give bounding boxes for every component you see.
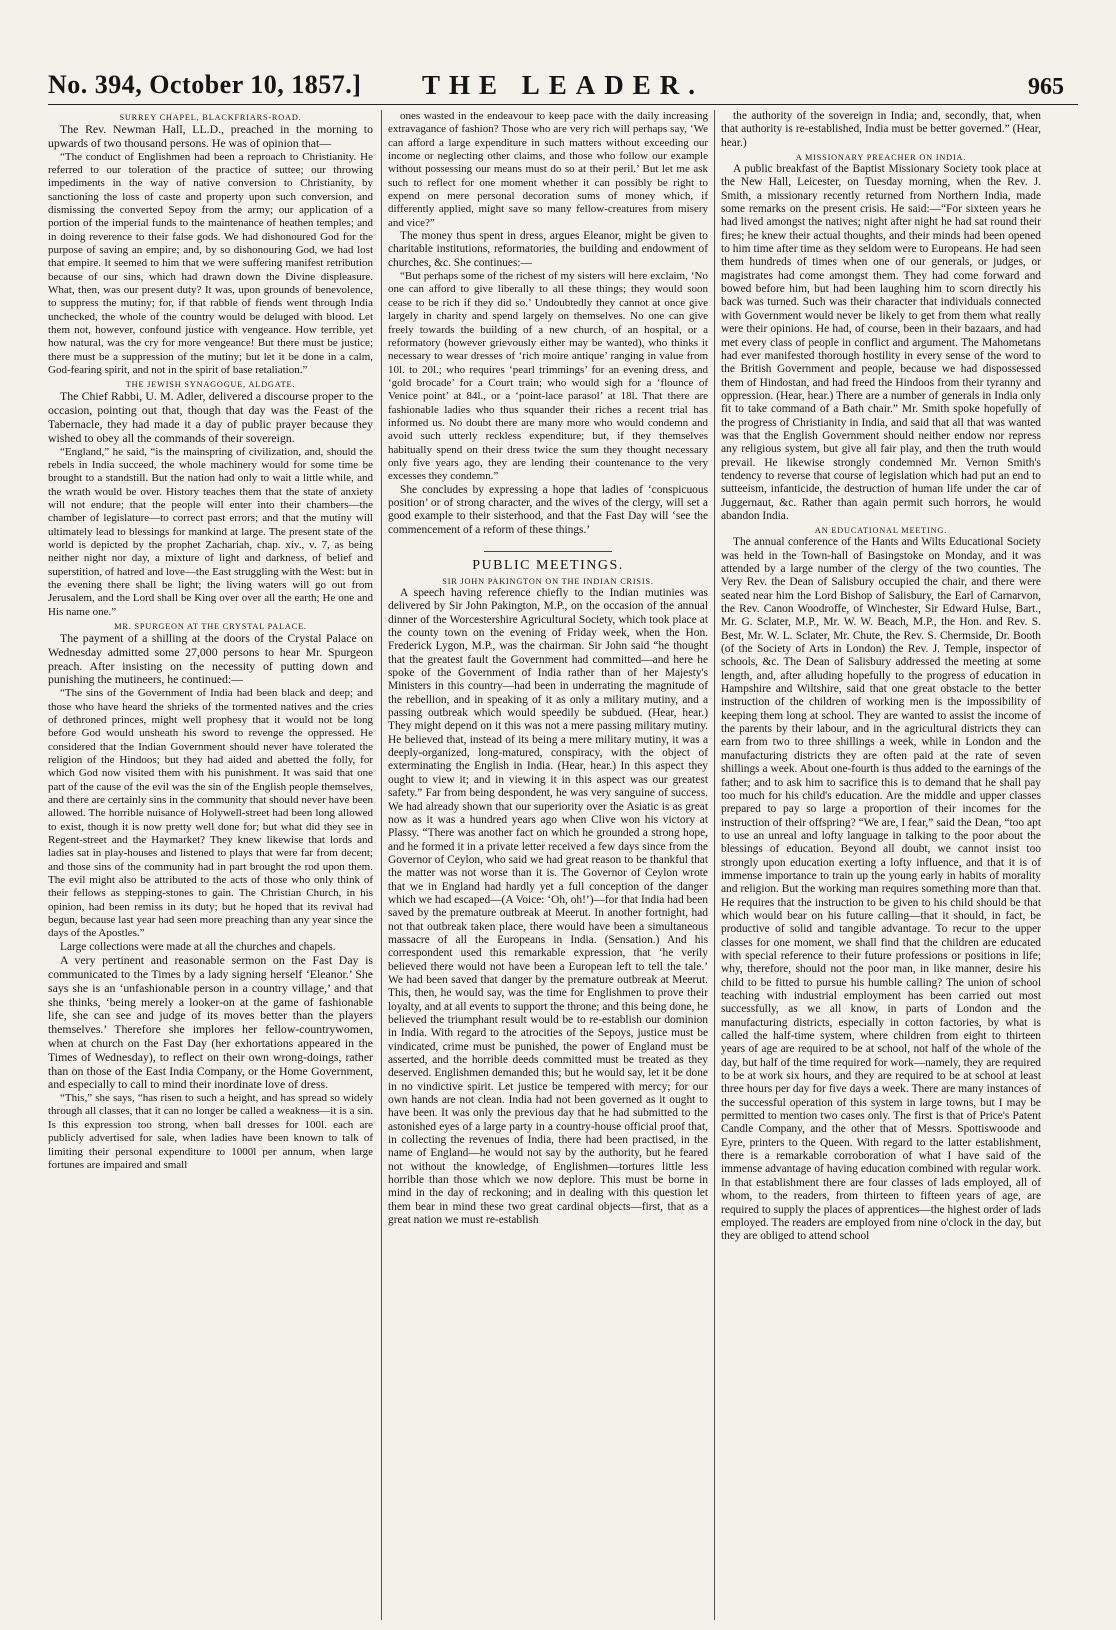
lead-paragraph: A very pertinent and reasonable sermon on the Fast Day is communicated to the Times by a lady signing herself ‘Eleanor.’ She says she is an ‘unfashionable person in a country village,’ and that she thinks, ‘being merely a looker-on at the game of fashionable life, she can see and judge of its moves better than the players themselves.’ Therefore she implores her fellow-countrywomen, when at church on the Fast Day (her exhortations appeared in the Times of Wednesday), to reflect on their own wrong-doings, rather than on those of the East India Company, or the Home Government, and especially to call to mind their inordinate love of dress. — [48, 953, 373, 1092]
body-paragraph: The annual conference of the Hants and Wilts Educational Society was held in the Town-hall of Basingstoke on Monday, and it was attended by a large number of the clergy of the two counties. The Very Rev. the Dean of Salisbury occupied the chair, and there were seated near him the Lord Bishop of Salisbury, the Earl of Carnarvon, the Rev. Canon Woodroffe, of Winchester, Sir Edward Hulse, Bart., Mr. G. Sclater, M.P., Mr. W. W. Beach, M.P., the Hon. and Rev. S. Best, Mr. W. L. Sclater, Mr. Chute, the Rev. S. Chermside, Dr. Booth (of the Society of Arts in London) the Rev. J. Temple, inspector of schools, &c. The Dean of Salisbury addressed the meeting at some length, and, after alluding hopefully to the progress of education in Hampshire and Wiltshire, said that one great obstacle to the better instruction of the children of working men is the impossibility of keeping them long at school. They are wanted to assist the income of the parents by their labour, and in the agricultural districts they can earn from two to three shillings a week, while in London and the manufacturing districts they are often paid at the rate of seven shillings a week. About one-fourth is thus added to the earnings of the father; and to ask him to sacrifice this is to demand that he shall pay too much for his child's education. Are the middle and upper classes prepared to pay so large a proportion of their incomes for the instruction of their offspring? “We are, I fear,” said the Dean, “too apt to use an unreal and lofty language in talking to the poor about the blessings of education. Beyond all doubt, we cannot insist too strongly upon education exerting a lofty influence, and that it is of immense importance to train up the young early in habits of morality and religion. But the working man requires something more than that. He requires that the instruction to be given to his child should be that which would bear on his future calling—that it should, in fact, be productive of solid and tangible advantage. To recur to the upper classes for one moment, we shall find that the children are educated with special reference to their future professions or positions in life; why, therefore, should not the poor man, in like manner, desire his child to be fitted to pursue his humble calling? The union of school teaching with industrial employment has been carried out most successfully, as we all know, in parts of London and the manufacturing districts, especially in cotton factories, by what is called the half-time system, where children from eight to thirteen years of age are required to be at school, not half of the whole of the day, but half of the time required for work—namely, they are required to be at work six hours, and they are required to be at school at least three hours per day for five days a week. There are many instances of the successful operation of this system in large towns, but I may be permitted to mention two cases only. The first is that of Price's Patent Candle Company, and the other that of Messrs. Spottiswoode and Eyre, printers to the Queen. With regard to the latter establishment, there is a remarkable corroboration of what I have said of the immense advantage of having education combined with regular work. In that establishment there are four classes of lads employed, all of whom, to the readers, from thirteen to fifteen years of age, are required to supply the places of apprentices—the highest order of lads employed. The readers are employed from nine o'clock in the day, but they are obliged to attend school — [721, 536, 1041, 1243]
body-paragraph: Large collections were made at all the churches and chapels. — [60, 940, 336, 953]
body-paragraph: A speech having reference chiefly to the Indian mutinies was delivered by Sir John Pakington, M.P., on the occasion of the annual dinner of the Worcestershire Agricultural Society, which took place at the county town on the evening of Friday week, when the Hon. Frederick Lygon, M.P., was the chairman. Sir John said “he thought that the greatest fault the Government had committed—and here he spoke of the Government of India rather than of her Majesty's Ministers in this country—had been in underrating the magnitude of the rebellion, and in speaking of it as only a military mutiny, and a passing outbreak which would speedily be subdued. (Hear, hear.) They might depend on it this was not a mere passing military mutiny. He believed that, instead of its being a mere military mutiny, it was a deeply-organized, long-matured, conspiracy, with the object of exterminating the English in India. (Hear, hear.) In this aspect they ought to view it; and in viewing it in this aspect was our greatest safety.” Far from being despondent, he was very sanguine of success. We had already shown that our superiority over the Asiatic is as great now as it was a hundred years ago when Clive won his victory at Plassy. “There was another fact on which he grounded a strong hope, and he formed it in a private letter received a few days since from the Governor of Ceylon, who said we had great reason to be thankful that the matter was not worse than it is. The Governor of Ceylon wrote that we in England had hardly yet a full conception of the danger which we had escaped—(A Voice: ‘Oh, oh!’)—for that India had been saved by the premature outbreak at Meerut. In another fortnight, had not that outbreak taken place, there would have been a simultaneous massacre of all the Europeans in India. (Sensation.) And his correspondent used this remarkable expression, that ‘he verily believed there would not have been a European left to tell the tale.’ We had been saved that danger by the premature outbreak at Meerut. This, then, he would say, was the time for Englishmen to prove their loyalty, and at all events to support the throne; and this being done, he believed the triumphant result would be to re-establish our dominion in India. With regard to the atrocities of the Sepoys, justice must be vindicated, crime must be punished, the power of England must be asserted, and the horrible deeds committed must be treated as they deserved. Englishmen demanded this; but he would say, let it be done in no vindictive spirit. Let justice be tempered with mercy; for our own hands are not clean. India had not been governed as it ought to have been. It was only the previous day that he had submitted to the astonished eyes of a large party in a country-house official proof that, in collecting the revenues of India, there had been practised, in the name of England—he would not say by the authority, but he feared not without the knowledge, of Englishmen—tortures little less horrible than those which we now deplore. This must be borne in mind in the day of reckoning; and in dealing with this question let them bear in mind these two great cardinal objects—first, that as a great nation we must re-establish — [388, 587, 708, 1227]
section-heading: SIR JOHN PAKINGTON ON THE INDIAN CRISIS. — [442, 577, 654, 586]
section-heading: MR. SPURGEON AT THE CRYSTAL PALACE. — [114, 622, 307, 632]
body-paragraph: the authority of the sovereign in India; and, secondly, that, when that authority is re-established, India must be better governed.” (Hear, hear.) — [721, 110, 1041, 149]
quoted-paragraph: “This,” she says, “has risen to such a height, and has spread so widely through all classes, that it can no longer be called a weakness—it is a sin. Is this expression too strong, when ball dresses for 100l. each are publicly advertised for sale, when ladies have been known to talk of limiting their personal expenditure to 1000l per annum, when large fortunes are impaired and small — [48, 1092, 373, 1171]
column-1 — [48, 110, 381, 1620]
lead-paragraph: The Chief Rabbi, U. M. Adler, delivered a discourse proper to the occasion, pointing out that, though that day was the Feast of the Tabernacle, they had made it a day of public prayer because they wished to obey all the commands of their sovereign. — [48, 389, 373, 445]
section-heading: A MISSIONARY PREACHER ON INDIA. — [795, 153, 967, 163]
page-number: 965 — [1028, 74, 1064, 100]
body-paragraph: A public breakfast of the Baptist Missionary Society took place at the New Hall, Leicester, on Tuesday morning, when the Rev. J. Smith, a missionary recently returned from Northern India, made some remarks on the present crisis. He said:—“For sixteen years he had lived amongst the natives; night after night he had sat round their fires; he knew their actual thoughts, and their minds had been opened to him time after time as they seldom were to Europeans. He had seen them hundreds of times when one of our generals, or judges, or magistrates had come amongst them. They had come forward and bowed before him, but had been laughing him to scorn directly his back was turned. Such was their character that individuals connected with Government would never be likely to get from them what really were their opinions. He had, of course, been in their bazaars, and had met every class of people in conflict and argument. The Mahometans had ever manifested thorough hostility in every sense of the word to the British Government and people, because we had dispossessed them of Hindostan, and had freed the Hindoos from their tyranny and oppression. (Hear, hear.) There are a number of generals in India only fit to take command of a Bath chair.” Mr. Smith spoke hopefully of the progress of Christianity in India, and said that all that was wanted was that the English Government should neither endow nor repress any religious system, but give all fair play, and then the truth would prevail. He likewise strongly condemned Mr. Vernon Smith's tendency to reverse that course of legislation which had put an end to sutteeism, infanticide, the destruction of human life under the car of Juggernaut, &c. Rather than again permit such horrors, he would abandon India. — [721, 163, 1041, 522]
column-2 — [381, 110, 714, 1620]
lead-paragraph: The Rev. Newman Hall, LL.D., preached in the morning to upwards of two thousand persons. He was of opinion that— — [48, 122, 373, 150]
quoted-paragraph: ones wasted in the endeavour to keep pace with the daily increasing extravagance of fashion? Those who are very rich will perhaps say, ‘We can afford a large expenditure in such matters without exceeding our income or neglecting other claims, and those who follow our example without possessing our means must do so at their peril.’ But let me ask such to reflect for one moment whether it can possibly be right to expend on mere personal decoration sums of money which, if differently applied, might save so many fellow-creatures from misery and vice?” — [388, 110, 708, 229]
issue-date: No. 394, October 10, 1857.] — [48, 70, 362, 99]
section-heading: SURREY CHAPEL, BLACKFRIARS-ROAD. — [119, 113, 302, 122]
section-heading: THE JEWISH SYNAGOGUE, ALDGATE. — [125, 380, 296, 390]
masthead — [48, 70, 1078, 106]
quoted-paragraph: “England,” he said, “is the mainspring of civilization, and, should the rebels in India succeed, the whole machinery would for some time be brought to a standstill. But the nation had only to wait a little while, and the wrath would be over. History teaches them that the state of anxiety will not endure; that the people will enter into their chambers—the chamber of legislature—to correct past errors; and that the mutiny will ultimately lead to blessings for mankind at large. The present state of the world is depicted by the prophet Zachariah, chap. xiv., v. 7, as being neither night nor day, a mixture of light and darkness, of belief and superstition, of hatred and love—the East struggling with the West: but in the evening there shall be light; the living waters will go out from Jerusalem, and the Lord shall be King over over all the earth; He one and His name one.” — [48, 445, 373, 618]
body-paragraph: The money thus spent in dress, argues Eleanor, might be given to charitable institutions, reformatories, the building and endowment of churches, &c. She continues:— — [388, 230, 708, 269]
body-paragraph: She concludes by expressing a hope that ladies of ‘conspicuous position’ or of strong character, and the wives of the clergy, will set a good example to their sisterhood, and that the Fast Day will ‘see the commencement of a reform of these things.’ — [388, 483, 708, 536]
columns — [48, 110, 1078, 1620]
section-title: PUBLIC MEETINGS. — [472, 558, 624, 573]
section-divider — [484, 551, 612, 552]
header-rule — [48, 104, 1078, 105]
quoted-paragraph: “The sins of the Government of India had been black and deep; and those who have heard the shrieks of the tormented natives and the cries of dethroned princes, might well prophesy that it would not be long before God would unsheath his sword to revenge the oppressed. He considered that the Indian Government should never have tolerated the religion of the Hindoos; but they had aided and abetted the folly, for which God now visited them with his punishment. It was said that one part of the cause of the evil was the sin of the English people themselves, and there are certainly sins in the community that should never have been allowed. The horrible nuisance of Holywell-street had been long allowed to exist, though it is now pretty well done for; but what did they see in Regent-street and the Haymarket? They knew likewise that lords and ladies sat in play-houses and listened to plays that were far from decent; and those sins of the community had in part brought the rod upon them. The evil might also be attributed to the acts of those who only think of their fellows as stepping-stones to gain. The Christian Church, in his opinion, had been remiss in its duty; but he hoped that its revival had begun, because last year had seen more preaching than any year since the days of the Apostles.” — [48, 687, 373, 940]
lead-paragraph: The payment of a shilling at the doors of the Crystal Palace on Wednesday admitted some 27,000 persons to hear Mr. Spurgeon preach. After insisting on the necessity of putting down and punishing the mutineers, he continued:— — [48, 631, 373, 687]
newspaper-title: THE LEADER. — [421, 70, 705, 100]
quoted-paragraph: “The conduct of Englishmen had been a reproach to Christianity. He referred to our toleration of the practice of suttee; our throwing impediments in the way of native conversion to Christianity, by sanctioning the loss of caste and property upon such conversion, and dismissing the converted Sepoy from the army; our application of a portion of the imperial funds to the maintenance of heathen temples; and in doing reverence to their false gods. We had dishonoured God for the purpose of saving an empire; and, by so dishonouring God, we had lost that empire. It seemed to him that we were suffering manifest retribution because of our sins, which had drawn down the Divine displeasure. What, then, was our present duty? It was, upon grounds of benevolence, to suppress the mutiny; for, if that rabble of fiends went through India unchecked, the whole of the country would be deluged with blood. Let them not, however, confound justice with vengeance. How terrible, yet how natural, was the cry for more vengeance! But there must be justice; there must be a suppression of the mutiny; but let it be done in a calm, God-fearing spirit, and not in the spirit of base retaliation.” — [48, 150, 373, 377]
section-heading: AN EDUCATIONAL MEETING. — [814, 526, 948, 536]
column-3 — [714, 110, 1047, 1620]
quoted-paragraph: “But perhaps some of the richest of my sisters will here exclaim, ‘No one can afford to give liberally to all these things; they would soon cease to be rich if they did so.’ Undoubtedly they cannot at once give largely in charity and spend largely on themselves. No one can give freely towards the building of a new church, of an hospital, or a reformatory (however grievously either may be wanted), who thinks it necessary to wear dresses of ‘rich moire antique’ ranging in value from 10l. to 20l.; who requires ‘pearl trimmings’ for an evening dress, and ‘gold brocade’ for a Court train; who would sigh for a ‘flounce of Venice point’ at 84l., or a ‘point-lace parasol’ at 18l. That there are fashionable ladies who thus squander their riches a recent trial has informed us. No doubt there are many more who would condemn and avoid such utterly reckless expenditure; but, if they themselves habitually spend on their dress twice the sum they thought necessary only five years ago, they are lending their countenance to the very excesses they condemn.” — [388, 270, 708, 483]
